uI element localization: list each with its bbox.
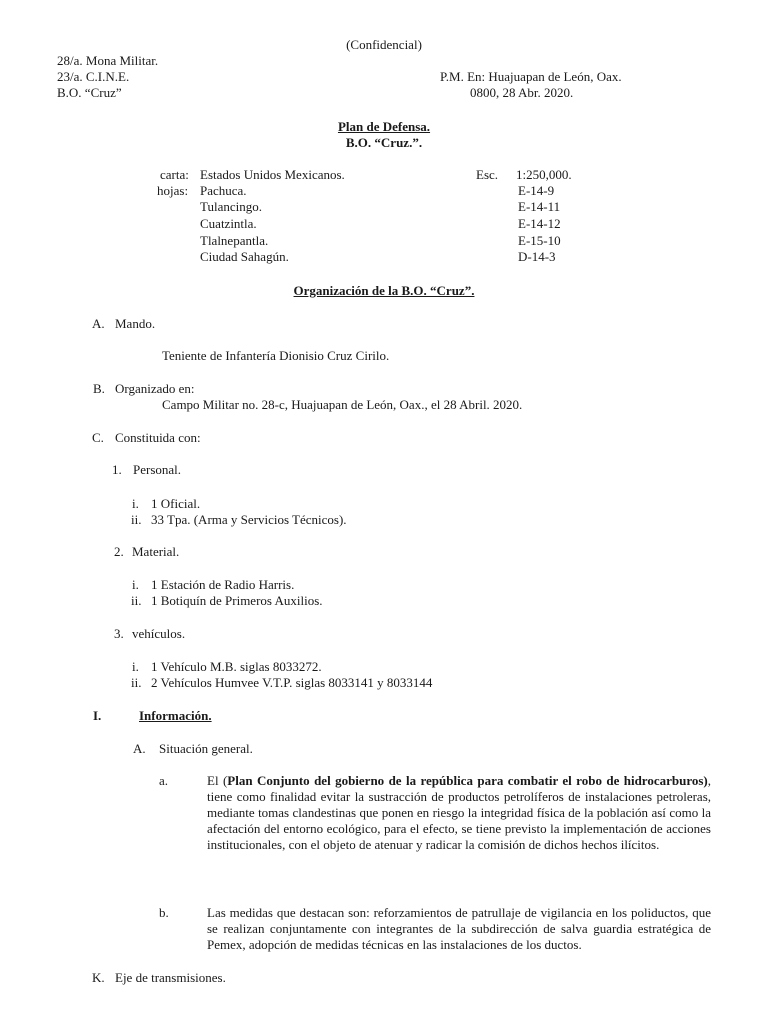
sheet-name: Tlalnepantla.: [200, 233, 269, 248]
section-b-title: Organizado en:: [115, 381, 195, 396]
item-numeral: i.: [132, 577, 139, 592]
paragraph-b-body: Las medidas que destacan son: reforzamientos de patrullaje de vigilancia en los poliductos, que se realizan conjuntamente con integrantes de la subdirección de salva guardia estratégica de Pemex, adopción de medidas técnicas en las instalaciones de los ductos.: [207, 905, 711, 952]
subsection-vehicles: vehículos.: [132, 626, 186, 641]
section-c-label: C.: [92, 430, 104, 445]
carta-value: Estados Unidos Mexicanos.: [200, 167, 345, 182]
datetime: 0800, 28 Abr. 2020.: [470, 85, 574, 100]
paragraph-b: [159, 905, 711, 953]
unit-line-3: B.O. “Cruz”: [57, 85, 122, 100]
section-a-title: Mando.: [115, 316, 156, 331]
scale-value: 1:250,000.: [516, 167, 572, 182]
paragraph-label: b.: [159, 905, 169, 920]
sheet-code: D-14-3: [518, 249, 556, 264]
sheet-code: E-14-12: [518, 216, 561, 231]
paragraph-a-body: , tiene como finalidad evitar la sustracción de productos petrolíferos de instalaciones petroleras, mediante tomas clandestinas que ponen en riesgo la integridad física de la población así como la afectación del entorno ecológico, para el efecto, se tiene previsto la implementación de acciones institucionales, con el objeto de atenuar y radicar la comisión de dichos hechos ilícitos.: [207, 773, 712, 852]
confidential-label: (Confidencial): [346, 37, 422, 52]
sheet-name: Pachuca.: [200, 183, 247, 198]
section-k-label: K.: [92, 970, 105, 985]
item-numeral: i.: [132, 496, 139, 511]
section-c-title: Constituida con:: [115, 430, 201, 445]
list-item: 33 Tpa. (Arma y Servicios Técnicos).: [151, 512, 347, 527]
list-item: 2 Vehículos Humvee V.T.P. siglas 8033141 y 8033144: [151, 675, 433, 690]
item-numeral: i.: [132, 659, 139, 674]
item-numeral: ii.: [131, 675, 142, 690]
location: P.M. En: Huajuapan de León, Oax.: [440, 69, 622, 84]
general-situation-title: Situación general.: [159, 741, 253, 756]
plan-name: Plan Conjunto del gobierno de la república para combatir el robo de hidrocarburos): [227, 773, 708, 788]
transmissions-title: Eje de transmisiones.: [115, 970, 226, 985]
carta-label: carta:: [160, 167, 189, 182]
section-numeral: I.: [93, 708, 102, 723]
document-subtitle: B.O. “Cruz.”.: [345, 135, 423, 150]
list-item: 1 Oficial.: [151, 496, 201, 511]
section-a-label: A.: [92, 316, 105, 331]
organized-location: Campo Militar no. 28-c, Huajuapan de León, Oax., el 28 Abril. 2020.: [162, 397, 523, 412]
paragraph-label: a.: [159, 773, 169, 788]
paragraph-a-prefix: El (: [207, 773, 228, 788]
list-item: 1 Estación de Radio Harris.: [151, 577, 295, 592]
list-item: 1 Vehículo M.B. siglas 8033272.: [151, 659, 322, 674]
sheet-name: Cuatzintla.: [200, 216, 257, 231]
subsection-number: 1.: [112, 462, 122, 477]
item-numeral: ii.: [131, 512, 142, 527]
unit-line-1: 28/a. Mona Militar.: [57, 53, 159, 68]
item-numeral: ii.: [131, 593, 142, 608]
scale-label: Esc.: [476, 167, 499, 182]
sheet-code: E-14-9: [518, 183, 555, 198]
sheet-code: E-14-11: [518, 199, 561, 214]
information-heading: Información.: [139, 708, 212, 723]
subsection-label: A.: [133, 741, 146, 756]
hojas-label: hojas:: [157, 183, 189, 198]
subsection-personal: Personal.: [133, 462, 182, 477]
commander-name: Teniente de Infantería Dionisio Cruz Cirilo.: [162, 348, 390, 363]
sheet-name: Ciudad Sahagún.: [200, 249, 289, 264]
organization-heading: Organización de la B.O. “Cruz”.: [293, 283, 475, 298]
document-title: Plan de Defensa.: [337, 119, 431, 134]
list-item: 1 Botiquín de Primeros Auxilios.: [151, 593, 323, 608]
section-b-label: B.: [93, 381, 105, 396]
sheet-code: E-15-10: [518, 233, 561, 248]
unit-line-2: 23/a. C.I.N.E.: [57, 69, 130, 84]
subsection-material: Material.: [132, 544, 180, 559]
paragraph-a: [159, 773, 712, 853]
subsection-number: 3.: [114, 626, 124, 641]
sheet-name: Tulancingo.: [200, 199, 262, 214]
subsection-number: 2.: [114, 544, 124, 559]
